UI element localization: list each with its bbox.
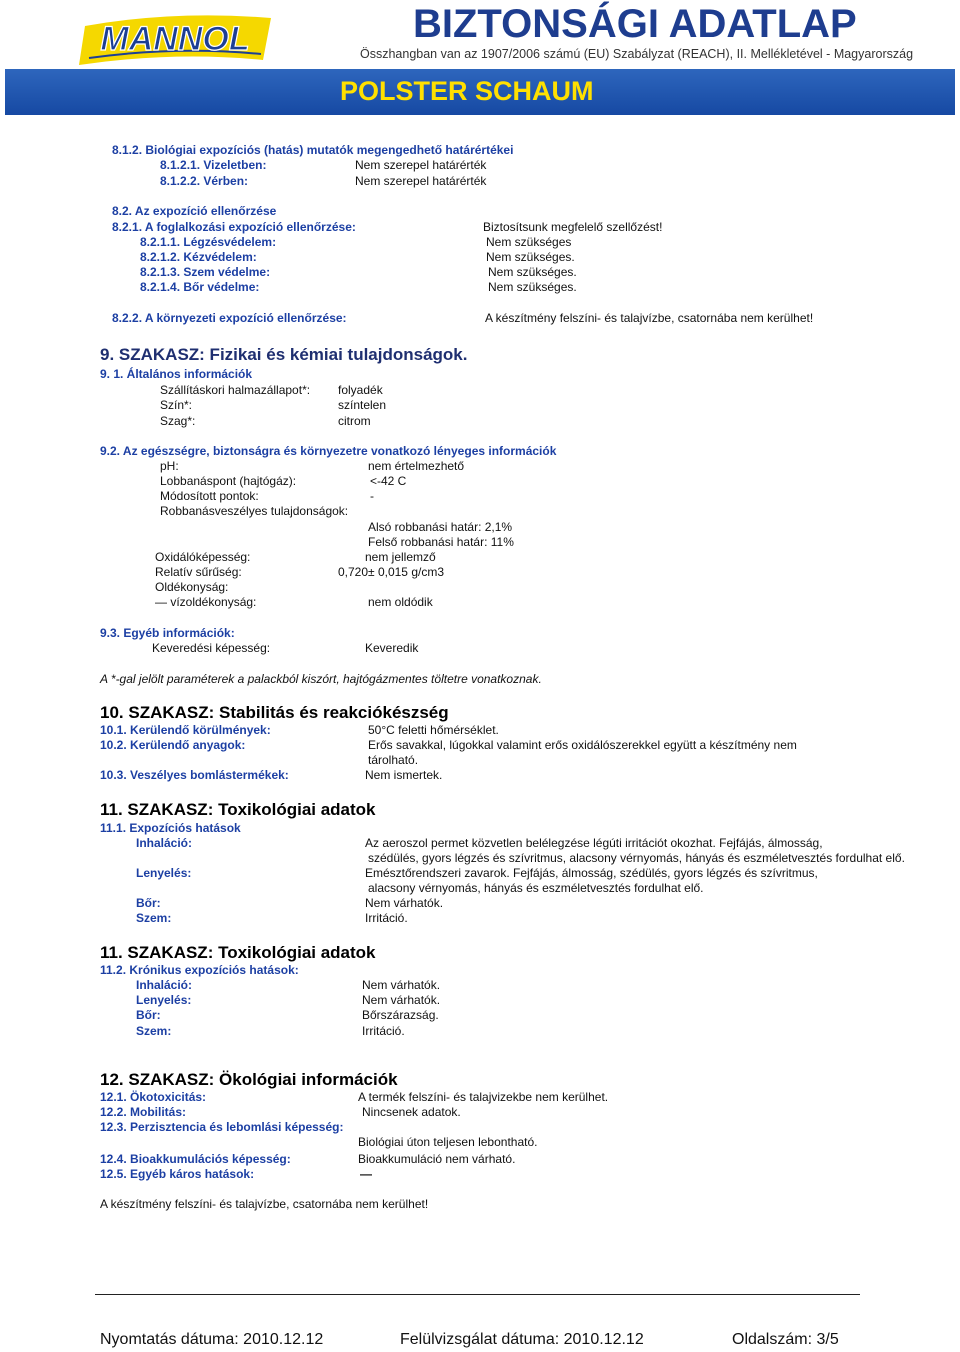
property-label: Szag*: [160, 414, 196, 428]
stability-label: 10.2. Kerülendő anyagok: [100, 738, 246, 752]
protection-label: 8.2.1.3. Szem védelme: [140, 265, 271, 279]
exposure-label: Inhaláció: [136, 836, 193, 850]
chronic-label: Bőr: [136, 1008, 161, 1022]
exposure-label: Szem: [136, 911, 172, 925]
bio-row-label: 8.1.2.2. Vérben: [160, 174, 249, 188]
property-label: pH: [160, 459, 179, 473]
property-label: Szállításkori halmazállapot*: [160, 383, 311, 397]
protection-label: 8.2.1.2. Kézvédelem: [140, 250, 257, 264]
exposure-label: Lenyelés: [136, 866, 192, 880]
protection-label: 8.2.1.4. Bőr védelme: [140, 280, 260, 294]
explosion-limit: Alsó robbanási határ: 2,1% [368, 520, 513, 534]
section-9-health-title: 9.2. Az egészségre, biztonságra és környezetre vonatkozó lényeges információk [100, 444, 557, 458]
property-value: nem értelmezhető [368, 459, 465, 473]
product-name: POLSTER SCHAUM [340, 76, 594, 106]
footer-divider [95, 1294, 860, 1295]
occupational-label: 8.2.1. A foglalkozási expozíció ellenőrzése: [112, 220, 356, 234]
chronic-label: Szem: [136, 1024, 172, 1038]
ecology-label: 12.5. Egyéb káros hatások: [100, 1167, 255, 1181]
protection-label: 8.2.1.1. Légzésvédelem: [140, 235, 277, 249]
protection-value: Nem szükséges. [488, 280, 577, 294]
exposure-value: szédülés, gyors légzés és szívritmus, alacsony vérnyomás, hányás és eszméletvesztés fordulhat elő. [368, 851, 905, 865]
chronic-value: Nem várhatók. [362, 978, 441, 992]
section-10-heading: 10. SZAKASZ: Stabilitás és reakciókészség [100, 703, 449, 722]
section-9-heading: 9. SZAKASZ: Fizikai és kémiai tulajdonságok. [100, 345, 468, 364]
protection-value: Nem szükséges. [488, 265, 577, 279]
section-8-control-title: 8.2. Az expozíció ellenőrzése [112, 204, 277, 218]
section-11-1-title: 11.1. Expozíciós hatások [100, 821, 241, 835]
property-value: folyadék [338, 383, 383, 397]
bio-row-value: Nem szerepel határérték [355, 158, 487, 172]
section-12-heading: 12. SZAKASZ: Ökológiai információk [100, 1070, 398, 1089]
property-value: Keveredik [365, 641, 419, 655]
section-8-bio-title: 8.1.2. Biológiai expozíciós (hatás) mutatók megengedhető határértékei [112, 143, 514, 157]
protection-value: Nem szükséges [486, 235, 572, 249]
property-value: - [370, 489, 374, 503]
exposure-value: Emésztőrendszeri zavarok. Fejfájás, álmosság, szédülés, gyors légzés és szívritmus, [365, 866, 818, 880]
ecology-label: 12.1. Ökotoxicitás: [100, 1090, 207, 1104]
section-11-heading: 11. SZAKASZ: Toxikológiai adatok [100, 943, 376, 962]
exposure-value: Irritáció. [365, 911, 408, 925]
section-11-2-title: 11.2. Krónikus expozíciós hatások: [100, 963, 299, 977]
chronic-value: Bőrszárazság. [362, 1008, 439, 1022]
document-subtitle: Összhangban van az 1907/2006 számú (EU) Szabályzat (REACH), II. Mellékletével - Magyarország [360, 47, 914, 61]
exposure-label: Bőr: [136, 896, 161, 910]
stability-label: 10.1. Kerülendő körülmények: [100, 723, 271, 737]
property-label: Szín*: [160, 398, 193, 412]
bio-row-label: 8.1.2.1. Vizeletben: [160, 158, 267, 172]
environmental-value: A készítmény felszíni- és talajvízbe, csatornába nem kerülhet! [485, 311, 814, 325]
property-value: színtelen [338, 398, 387, 412]
section-9-other-title: 9.3. Egyéb információk: [100, 626, 235, 640]
environmental-label: 8.2.2. A környezeti expozíció ellenőrzése: [112, 311, 347, 325]
ecology-value: Nincsenek adatok. [362, 1105, 461, 1119]
protection-value: Nem szükséges. [486, 250, 575, 264]
ecology-value: Biológiai úton teljesen lebontható. [358, 1135, 538, 1149]
footer-page-number: Oldalszám: 3/5 [732, 1331, 839, 1348]
property-label: Robbanásveszélyes tulajdonságok: [160, 504, 349, 518]
property-label: Módosított pontok: [160, 489, 259, 503]
footer-revision-date: Felülvizsgálat dátuma: 2010.12.12 [400, 1331, 644, 1348]
property-label: Keveredési képesség: [152, 641, 271, 655]
property-label: Lobbanáspont (hajtógáz): [160, 474, 297, 488]
ecology-value: A termék felszíni- és talajvizekbe nem kerülhet. [358, 1090, 609, 1104]
chronic-label: Lenyelés: [136, 993, 192, 1007]
mannol-logo [75, 8, 275, 70]
exposure-value: alacsony vérnyomás, hányás és eszméletvesztés fordulhat elő. [368, 881, 704, 895]
property-label: Relatív sűrűség: [155, 565, 242, 579]
product-band [5, 69, 955, 115]
exposure-value: Az aeroszol permet közvetlen belélegzése légúti irritációt okozhat. Fejfájás, álmosság, [365, 836, 823, 850]
chronic-value: Irritáció. [362, 1024, 405, 1038]
ecology-label: 12.3. Perzisztencia és lebomlási képesség: [100, 1120, 344, 1134]
property-value: citrom [338, 414, 371, 428]
ecology-label: 12.2. Mobilitás: [100, 1105, 187, 1119]
stability-value: Erős savakkal, lúgokkal valamint erős oxidálószerekkel együtt a készítmény nem [368, 738, 797, 752]
property-value: <-42 C [370, 474, 407, 488]
property-value: 0,720± 0,015 g/cm3 [338, 565, 444, 579]
section-9-general-title: 9. 1. Általános információk [100, 367, 253, 381]
bio-row-value: Nem szerepel határérték [355, 174, 487, 188]
stability-value: 50°C feletti hőmérséklet. [368, 723, 499, 737]
stability-value: tárolható. [368, 753, 419, 767]
stability-value: Nem ismertek. [365, 768, 443, 782]
section-12-closing: A készítmény felszíni- és talajvízbe, csatornába nem kerülhet! [100, 1197, 429, 1211]
chronic-label: Inhaláció: [136, 978, 193, 992]
occupational-value: Biztosítsunk megfelelő szellőzést! [483, 220, 663, 234]
ecology-value: — [360, 1167, 372, 1181]
property-value: nem jellemző [365, 550, 436, 564]
property-label: — vízoldékonyság: [155, 595, 257, 609]
property-value: nem oldódik [368, 595, 433, 609]
footer-print-date: Nyomtatás dátuma: 2010.12.12 [100, 1331, 324, 1348]
property-label: Oldékonyság: [155, 580, 229, 594]
chronic-value: Nem várhatók. [362, 993, 441, 1007]
property-label: Oxidálóképesség: [155, 550, 251, 564]
explosion-limit: Felső robbanási határ: 11% [368, 535, 514, 549]
document-title: BIZTONSÁGI ADATLAP [413, 2, 857, 46]
logo-lettering: MANNOL [100, 20, 250, 58]
ecology-label: 12.4. Bioakkumulációs képesség: [100, 1152, 291, 1166]
section-9-note: A *-gal jelölt paraméterek a palackból kiszórt, hajtógázmentes töltetre vonatkoznak. [100, 672, 542, 686]
ecology-value: Bioakkumuláció nem várható. [358, 1152, 516, 1166]
exposure-value: Nem várhatók. [365, 896, 444, 910]
section-11-heading: 11. SZAKASZ: Toxikológiai adatok [100, 800, 376, 819]
stability-label: 10.3. Veszélyes bomlástermékek: [100, 768, 289, 782]
